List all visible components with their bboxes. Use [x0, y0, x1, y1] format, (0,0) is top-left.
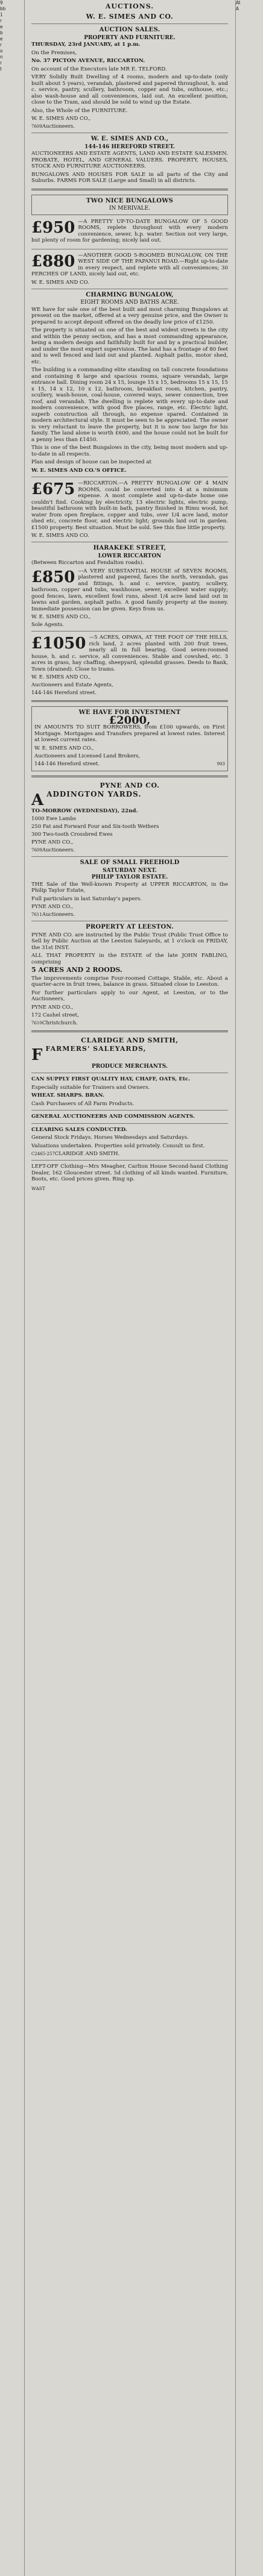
- right-strip-line: At: [236, 0, 241, 5]
- riccarton-ad: [31, 480, 228, 539]
- ad-title: HARAKEKE STREET,: [93, 545, 166, 551]
- ad-headline: ADDINGTON YARDS.: [46, 789, 142, 798]
- charming-bungalow-ad: [31, 292, 228, 474]
- drop-cap: F: [31, 1045, 43, 1064]
- signature-role: 7609 Auctioneers.: [31, 124, 75, 130]
- ad-body: General Stock Fridays. Horses Wednesdays and Saturdays.: [31, 1135, 189, 1141]
- ad-line: On account of the Executors late MR E. TELFORD.: [31, 66, 167, 72]
- ad-date: TO-MORROW (WEDNESDAY), 22nd.: [31, 807, 138, 814]
- divider: [31, 776, 228, 777]
- price: £880: [31, 252, 75, 271]
- claridge-ad: [31, 1046, 228, 1158]
- left-strip-line: t: [0, 66, 2, 72]
- ad-number: C2465-257: [31, 1152, 55, 1156]
- ad-body: THE Sale of the Well-known Property at UPPER RICCARTON, in the Philip Taylor Estate,: [31, 881, 228, 894]
- ad-line: Also, the Whole of the FURNITURE.: [31, 107, 128, 114]
- ad-body: Valuations undertaken. Properties sold privately. Consult us first.: [31, 1142, 205, 1149]
- ad-number: 7610: [31, 1020, 42, 1026]
- ad-line: WHEAT. SHARPS. BRAN.: [31, 1092, 104, 1098]
- signature: PYNE AND CO.,: [31, 839, 74, 845]
- ad-line: Plan and design of house can be inspected at: [31, 459, 151, 465]
- ad-body: The building is a commanding elite standing on tall concrete foundations and containing 8 large and spacious rooms, square verandah, large entrance hall. Dining room 24 x 15, lounge 15 x 15, bedrooms 15 x 15, 15 x 15, 14 x 12, 10 x 12, bathroom, breakfast room, kitchen, pantry, scullery, wash-house, coal-house, covered ways, sewer connection, tree roof, and verandah. The dwelling is replete with every up-to-date and modern convenience, with good five places, range, etc. Electric light, superb construction all through, no expense spared. Contained in modern architectural style. It must be seen to be appreciated. The owner is very reluctant to leave the property, but it is now too large for his family. The land alone is worth £600, and the house could not be built for a penny less than £1450.: [31, 367, 228, 443]
- left-strip-line: r: [0, 18, 2, 24]
- signature: C2465-257 CLARIDGE AND SMITH.: [31, 1151, 120, 1157]
- ad-subtitle: PRODUCE MERCHANTS.: [91, 1063, 168, 1070]
- right-strip-line: A: [236, 6, 239, 11]
- firm-heading: W. E. SIMES AND CO.: [86, 13, 174, 20]
- ad-line: CLEARING SALES CONDUCTED.: [31, 1126, 127, 1133]
- left-strip-line: e: [0, 24, 3, 30]
- signature-role: Auctioneers and Licensed Land Brokers,: [34, 753, 141, 759]
- ad-title: W. E. SIMES AND CO.,: [90, 136, 169, 142]
- ad-body: This is one of the best Bungalows in the city, being most modern and up-to-date in all respects.: [31, 445, 228, 457]
- clothing-ad: [31, 1164, 228, 1183]
- ad-title: TWO NICE BUNGALOWS: [86, 197, 174, 204]
- ad-title: CHARMING BUNGALOW,: [86, 291, 174, 298]
- auctions-column: [27, 0, 233, 2576]
- price: £850: [31, 568, 75, 586]
- signature: PYNE AND CO.,: [31, 904, 74, 910]
- signature-role: 7609 Auctioneers.: [31, 847, 75, 853]
- signature: W. E. SIMES AND CO.,: [31, 116, 91, 122]
- signature: W. E. SIMES AND CO.: [31, 279, 89, 286]
- bungalows-ad: [31, 195, 228, 246]
- left-strip-line: r: [0, 60, 2, 66]
- ad-line: Full particulars in last Saturday's papers.: [31, 895, 142, 902]
- opawa-ad: [31, 635, 228, 696]
- ad-title: PROPERTY AT LEESTON.: [86, 924, 174, 930]
- section-title: AUCTIONS.: [105, 2, 154, 10]
- price: £950: [31, 218, 75, 237]
- ad-number: 903: [217, 761, 225, 766]
- signature-city: 7610 Christchurch.: [31, 1020, 78, 1026]
- ad-title: AUCTION SALES.: [99, 27, 160, 33]
- ad-line: THURSDAY, 23rd JANUARY, at 1 p.m.: [31, 42, 141, 48]
- ad-line: CAN SUPPLY FIRST QUALITY HAY, CHAFF, OATS, Etc.: [31, 1076, 191, 1082]
- ad-body: VERY Solidly Built Dwelling of 4 rooms, modern and up-to-date (only built about 5 years), verandah, plastered and papered throughout, h. and c. service, pantry, scullery, bathroom, copper and tubs, outhouse, etc.; also wash-house and all conveniences, laid out. An excellent position, close to the Tram, and should be sold to wind up the Estate.: [31, 74, 228, 105]
- harakeke-ad: [31, 545, 228, 628]
- ad-number: 7611: [31, 912, 42, 917]
- divider: [31, 1123, 228, 1124]
- ad-body: —5 ACRES, OPAWA, AT THE FOOT OF THE HILLS, rich land, 2 acres planted with 200 fruit trees, nearly all in full bearing. Good seven-roomed house, h. and c. service, all conveniences. Stable and cowshed, etc. 3 acres in grass, hay chaffing, sheepyard, splendid grasses. Deeds to Bank, Town (drained). Close to trams.: [31, 635, 228, 672]
- divider: [31, 189, 228, 190]
- investment-amount: £2000,: [109, 713, 151, 727]
- signature-role: 7611 Auctioneers.: [31, 912, 75, 918]
- signature: W. E. SIMES AND CO.,: [31, 674, 91, 680]
- ad-line: (Between Riccarton and Fendalton roads).: [31, 560, 144, 566]
- divider: [31, 1030, 228, 1032]
- signature-address: 144-146 Hereford street.: [31, 690, 97, 696]
- ad-line: W. E. SIMES AND CO.'S OFFICE.: [31, 467, 127, 474]
- right-margin-column: [235, 0, 263, 2576]
- lot-line: 1000 Ewe Lambs: [31, 816, 77, 822]
- divider: [31, 856, 228, 857]
- left-strip-line: o: [0, 48, 3, 54]
- acreage: 5 ACRES AND 2 ROODS.: [31, 966, 122, 974]
- ad-body: WE have for sale one of the best built and most charming Bungalows at present on the market, offered at a very genuine price, and the Owner is prepared to accept deposit offered on the deadly low price of £1250.: [31, 306, 228, 325]
- signature: W. E. SIMES AND CO.,: [31, 614, 91, 620]
- ad-subtitle: LOWER RICCARTON: [98, 553, 162, 559]
- bungalow-ad: [31, 252, 228, 286]
- left-strip-line: n: [0, 54, 3, 60]
- ad-line: No. 37 PICTON AVENUE, RICCARTON.: [31, 58, 145, 64]
- ad-line: On the Premises,: [31, 49, 77, 56]
- divider: [31, 700, 228, 702]
- freehold-sale-ad: [31, 860, 228, 918]
- ad-line: Cash Purchasers of All Farm Products.: [31, 1100, 135, 1107]
- ad-title: WE HAVE FOR INVESTMENT: [78, 709, 181, 716]
- ad-body: —RICCARTON.—A PRETTY BUNGALOW OF 4 MAIN ROOMS, could be converted into 4 at a minimum expense. A most complete and up-to-date home one couldn't find. Cooking by electricity, 13 electric lights, electric pump, beautiful bathroom with built-in bath, pantry finished in Rimu wood, hot water from open fireplace, copper and tubs, over 1/4 acre land, motor shed etc, concrete floor, and electric light; grounds laid out in garden. £1500 property. Best situation. Must be sold. See this fine little property.: [31, 480, 228, 531]
- signature-address: 144-146 Hereford street. 903: [34, 760, 225, 767]
- signature: PYNE AND CO.,: [31, 1004, 74, 1011]
- ad-title: SALE OF SMALL FREEHOLD: [80, 859, 180, 866]
- left-strip-line: b: [0, 30, 3, 36]
- ad-number: 7609: [31, 124, 42, 129]
- ad-body: BUNGALOWS AND HOUSES FOR SALE in all parts of the City and Suburbs. FARMS FOR SALE (Large and Small) in all districts.: [31, 171, 228, 184]
- divider: [31, 1110, 228, 1111]
- ad-body: —A VERY SUBSTANTIAL HOUSE of SEVEN ROOMS, plastered and papered, faces the north, verandah, gas and fittings, h. and c. service, pantry, scullery, bathroom, copper and tubs, washhouse, sewer, excellent water supply; good fences, lawn, excellent fowl runs, about 1/4 acre land laid out in lawns and garden, asphalt paths. A good family property at the money. Immediate possession can be given. Keys from us.: [31, 568, 228, 612]
- ad-subtitle: 144-146 HEREFORD STREET.: [84, 143, 175, 150]
- ad-number: 7609: [31, 848, 42, 853]
- investment-ad: [31, 706, 228, 771]
- ad-body: AUCTIONEERS AND ESTATE AGENTS, LAND AND ESTATE SALESMEN. PROBATE, HOTEL, AND GENERAL VALUERS. PROPERTY, HOUSES, STOCK AND FURNITURE AUCTIONEERS.: [31, 151, 228, 169]
- signature: W. E. SIMES AND CO.: [31, 533, 89, 539]
- firm-ad: [31, 136, 228, 184]
- ad-body: LEFT-OFF Clothing—Mrs Meagher, Carlton House Second-hand Clothing Dealer, 162 Gloucester street. 5d clothing of all kinds wanted. Furniture, Boots, etc. Good prices given. Ring up.: [31, 1164, 228, 1182]
- ad-body: For further particulars apply to our Agent, at Leeston, or to the Auctioneers,: [31, 989, 228, 1002]
- ad-body: ALL THAT PROPERTY in the ESTATE of the late JOHN FABLING, comprising: [31, 953, 228, 965]
- signature-address: 172 Cashel street,: [31, 1012, 79, 1018]
- left-strip-line: 9: [0, 0, 3, 5]
- ad-subtitle: IN MERIVALE.: [109, 205, 151, 212]
- auction-sale-ad: [31, 27, 228, 130]
- ad-body: IN AMOUNTS TO SUIT BORROWERS, from £100 upwards, on First Mortgage. Mortgages and Transfers prepared at lowest rates. Interest at lowest current rates.: [34, 724, 225, 743]
- addington-ad: [31, 791, 228, 854]
- left-strip-line: 1: [0, 12, 3, 17]
- firm-heading: PYNE AND CO.: [100, 781, 160, 789]
- left-strip-line: r: [0, 42, 2, 48]
- drop-cap: A: [31, 791, 44, 809]
- ad-subtitle: SATURDAY NEXT.: [103, 867, 157, 874]
- ad-body: PYNE AND CO. are instructed by the Public Trust (Public Trust Office to Sell by Public Auction at the Leeston Saleyards, at 1 o'clock on FRIDAY, the 31st INST.: [31, 932, 228, 951]
- lot-line: 250 Fat and Forward Four and Six-tooth Wethers: [31, 824, 159, 830]
- firm-heading: CLARIDGE AND SMITH,: [81, 1036, 179, 1044]
- ad-subtitle: EIGHT ROOMS AND BATHS ACRE.: [80, 299, 179, 306]
- leeston-ad: [31, 924, 228, 1026]
- ad-subtitle: PROPERTY AND FURNITURE.: [84, 34, 176, 41]
- left-strip-line: e: [0, 36, 3, 42]
- signature-role: Auctioneers and Estate Agents,: [31, 682, 113, 688]
- lot-line: 300 Two-tooth Crossbred Ewes: [31, 832, 113, 838]
- price: £675: [31, 480, 75, 498]
- ad-body: The property is situated on one of the best and widest streets in the city and within the penny section, and has a most commanding appearance, being a modern design and faithfully built for and by a practical builder, and under the most expert supervision. The land has a frontage of 80 feet and is well fenced and laid out and planted. Asphalt paths, motor shed, etc.: [31, 327, 228, 365]
- left-margin-column: [0, 0, 25, 2576]
- ad-body: —A PRETTY UP-TO-DATE BUNGALOW OF 5 GOOD ROOMS, replete throughout with every modern convenience, sewer, h.p. water. Section not very large, but plenty of room for gardening; nicely laid out.: [31, 218, 228, 243]
- signature-role: Sole Agents.: [31, 622, 64, 628]
- left-strip-line: bb: [0, 6, 6, 11]
- ad-body: —ANOTHER GOOD 5-ROOMED BUNGALOW, ON THE WEST SIDE OF THE PAPANUI ROAD.—Right up-to-date in every respect, and replete with all conveniences; 30 PERCHES OF LAND, nicely laid out, etc.: [31, 252, 228, 277]
- divider: [31, 1160, 228, 1161]
- headline-box: [31, 195, 228, 215]
- signature: W. E. SIMES AND CO.,: [34, 745, 94, 751]
- ad-headline: FARMERS' SALEYARDS,: [45, 1044, 147, 1053]
- price: £1050: [31, 635, 86, 653]
- ad-body: The improvements comprise Four-roomed Cottage, Stable, etc. About a quarter-acre in fruit trees, balance in grass. Situated close to Leeston.: [31, 975, 228, 988]
- ad-line: Especially suitable for Trainers and Owners.: [31, 1084, 150, 1091]
- estate-name: PHILIP TAYLOR ESTATE.: [91, 874, 168, 880]
- ad-line: GENERAL AUCTIONEERS AND COMMISSION AGENTS.: [31, 1114, 195, 1120]
- footer-fragment: WAST: [31, 1185, 45, 1191]
